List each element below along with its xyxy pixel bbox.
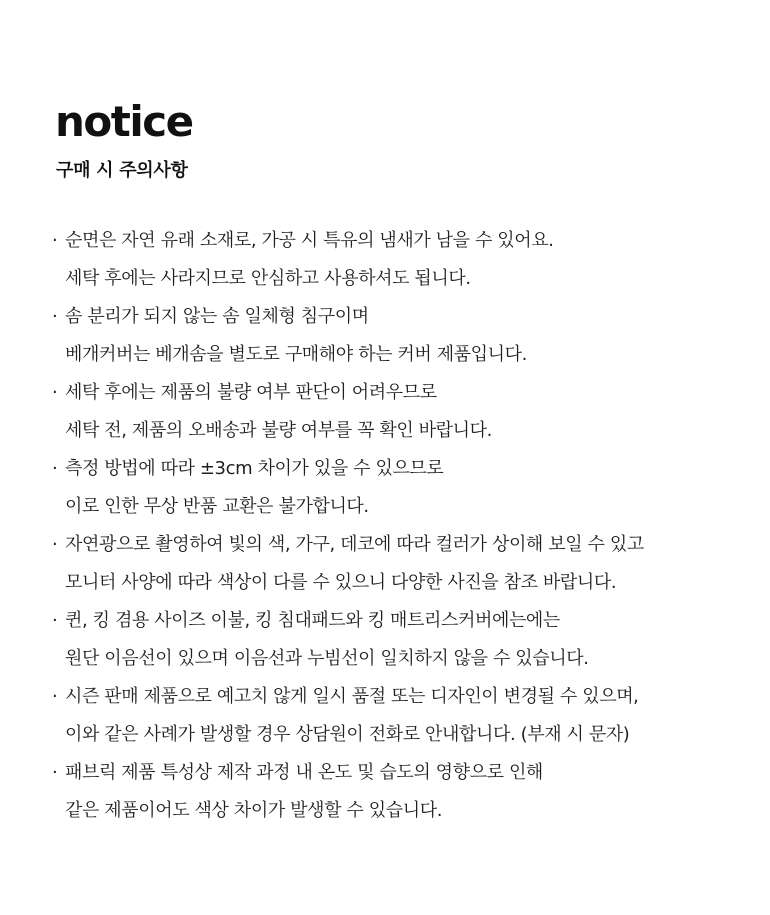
- notice-item: [52, 678, 644, 754]
- bullet-icon: ·: [52, 762, 58, 783]
- notice-item: [52, 526, 644, 602]
- bullet-icon: ·: [52, 382, 58, 403]
- notice-list: [52, 222, 644, 830]
- notice-line: 세탁 전, 제품의 오배송과 불량 여부를 꼭 확인 바랍니다.: [65, 420, 492, 441]
- notice-line: 이와 같은 사례가 발생할 경우 상담원이 전화로 안내합니다. (부재 시 문자): [65, 724, 630, 745]
- bullet-icon: ·: [52, 458, 58, 479]
- notice-line: 솜 분리가 되지 않는 솜 일체형 침구이며: [65, 306, 369, 327]
- bullet-icon: ·: [52, 610, 58, 631]
- notice-line: 자연광으로 촬영하여 빛의 색, 가구, 데코에 따라 컬러가 상이해 보일 수 있고: [65, 534, 644, 555]
- notice-item: [52, 754, 644, 830]
- notice-heading: notice: [55, 97, 193, 146]
- notice-line: 시즌 판매 제품으로 예고치 않게 일시 품절 또는 디자인이 변경될 수 있으며,: [65, 686, 639, 707]
- purchase-caution-subheading: 구매 시 주의사항: [56, 160, 188, 181]
- notice-line: 같은 제품이어도 색상 차이가 발생할 수 있습니다.: [65, 800, 443, 821]
- notice-item: [52, 222, 644, 298]
- bullet-icon: ·: [52, 230, 58, 251]
- notice-line: 모니터 사양에 따라 색상이 다를 수 있으니 다양한 사진을 참조 바랍니다.: [65, 572, 617, 593]
- notice-line: 이로 인한 무상 반품 교환은 불가합니다.: [65, 496, 369, 517]
- notice-line: 패브릭 제품 특성상 제작 과정 내 온도 및 습도의 영향으로 인해: [65, 762, 543, 783]
- notice-line: 측정 방법에 따라 ±3cm 차이가 있을 수 있으므로: [65, 458, 444, 479]
- notice-item: [52, 298, 644, 374]
- notice-line: 세탁 후에는 사라지므로 안심하고 사용하셔도 됩니다.: [65, 268, 471, 289]
- notice-item: [52, 450, 644, 526]
- bullet-icon: ·: [52, 686, 58, 707]
- notice-line: 순면은 자연 유래 소재로, 가공 시 특유의 냄새가 남을 수 있어요.: [65, 230, 554, 251]
- notice-line: 세탁 후에는 제품의 불량 여부 판단이 어려우므로: [65, 382, 437, 403]
- bullet-icon: ·: [52, 534, 58, 555]
- bullet-icon: ·: [52, 306, 58, 327]
- notice-item: [52, 602, 644, 678]
- notice-item: [52, 374, 644, 450]
- notice-line: 베개커버는 베개솜을 별도로 구매해야 하는 커버 제품입니다.: [65, 344, 527, 365]
- notice-line: 원단 이음선이 있으며 이음선과 누빔선이 일치하지 않을 수 있습니다.: [65, 648, 589, 669]
- notice-line: 퀸, 킹 겸용 사이즈 이불, 킹 침대패드와 킹 매트리스커버에는에는: [65, 610, 560, 631]
